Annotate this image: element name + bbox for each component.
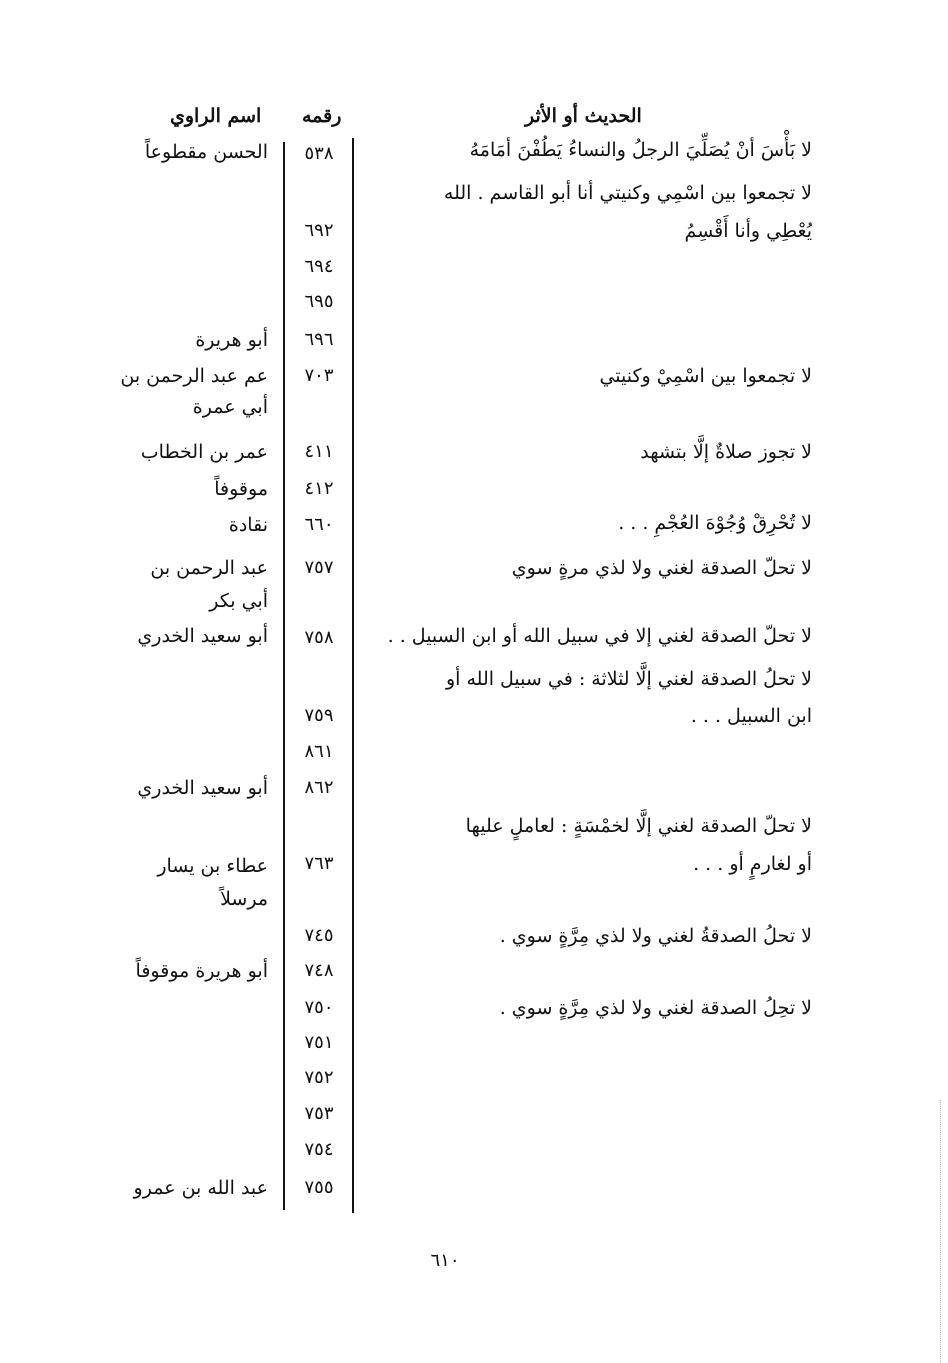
entry-number: ٧٥١	[304, 1032, 334, 1053]
narrator-name: عمر بن الخطاب	[140, 441, 268, 463]
hadith-text: لا بَأْسَ أنْ يُصَلِّيَ الرجلُ والنساءُ يَطُفْنَ أمَامَهُ	[469, 139, 812, 161]
entry-number: ٤١١	[304, 441, 334, 462]
entry-number: ٦٦٠	[304, 514, 334, 535]
entry-number: ٦٩٤	[304, 256, 334, 277]
entry-number: ٨٦١	[304, 741, 334, 762]
hadith-text: ابن السبيل . . .	[690, 705, 812, 727]
entry-number: ٧٥٤	[304, 1139, 334, 1160]
hadith-text: لا تحلّ الصدقة لغني إلَّا لخمْسَةٍ : لعاملٍ عليها	[465, 815, 812, 837]
narrator-name: أبي عمرة	[192, 396, 268, 418]
narrator-name: أبي بكر	[209, 590, 268, 612]
hadith-text: لا تحلُ الصدقة لغني إلَّا لثلاثة : في سبيل الله أو	[445, 668, 812, 690]
entry-number: ٧٥٩	[304, 705, 334, 726]
entry-number: ٧٥٨	[304, 627, 334, 648]
entry-number: ٧٤٨	[304, 960, 334, 981]
narrator-name: عبد الله بن عمرو	[133, 1177, 268, 1199]
narrator-name: عبد الرحمن بن	[150, 557, 268, 579]
header-hadith-column: الحديث أو الأثر	[525, 105, 642, 127]
hadith-text: لا تحلّ الصدقة لغني إلا في سبيل الله أو ابن السبيل . .	[387, 625, 812, 647]
column-divider-right	[283, 142, 285, 1210]
entry-number: ٦٩٥	[304, 291, 334, 312]
hadith-text: لا تجمعوا بين اسْمِي وكنيتي أنا أبو القاسم . الله	[443, 182, 812, 204]
entry-number: ٥٣٨	[304, 143, 334, 164]
entry-number: ٤١٢	[304, 478, 334, 499]
header-number-column: رقمه	[302, 105, 342, 127]
hadith-text: لا تجمعوا بين اسْمِيْ وكنيتي	[599, 365, 812, 387]
header-narrator-column: اسم الراوي	[170, 105, 262, 127]
entry-number: ٧٥٧	[304, 557, 334, 578]
entry-number: ٧٥٢	[304, 1067, 334, 1088]
entry-number: ٨٦٢	[304, 777, 334, 798]
narrator-name: مرسلاً	[220, 888, 268, 910]
narrator-name: أبو هريرة	[195, 329, 268, 351]
narrator-name: أبو سعيد الخدري	[137, 625, 268, 647]
entry-number: ٧٥٥	[304, 1177, 334, 1198]
entry-number: ٧٥٠	[304, 997, 334, 1018]
entry-number: ٦٩٦	[304, 329, 334, 350]
narrator-name: الحسن مقطوعاً	[144, 141, 268, 163]
narrator-name: موقوفاً	[214, 478, 268, 500]
narrator-name: أبو هريرة موقوفاً	[135, 960, 268, 982]
hadith-text: لا تجوز صلاةٌ إلَّا بتشهد	[640, 441, 812, 463]
page-number: ٦١٠	[430, 1250, 460, 1271]
entry-number: ٧٠٣	[304, 365, 334, 386]
hadith-text: لا تحلُ الصدقةُ لغني ولا لذي مِرَّةٍ سوي .	[499, 925, 812, 947]
entry-number: ٧٥٣	[304, 1103, 334, 1124]
narrator-name: نقادة	[228, 514, 268, 536]
narrator-name: عطاء بن يسار	[157, 855, 268, 877]
hadith-text: يُعْطِي وأنا أَقْسِمُ	[684, 220, 812, 242]
hadith-text: لا تُحْرِقْ وُجُوْهَ العُجْمِ . . .	[618, 512, 812, 534]
column-divider-left	[352, 138, 354, 1213]
hadith-text: لا تحِلُ الصدقة لغني ولا لذي مِرَّةٍ سوي .	[499, 997, 812, 1019]
narrator-name: عم عبد الرحمن بن	[120, 365, 268, 387]
hadith-text: أو لغارمٍ أو . . .	[693, 853, 812, 875]
entry-number: ٧٦٣	[304, 853, 334, 874]
narrator-name: أبو سعيد الخدري	[137, 777, 268, 799]
entry-number: ٧٤٥	[304, 925, 334, 946]
hadith-text: لا تحلّ الصدقة لغني ولا لذي مرةٍ سوي	[511, 557, 812, 579]
entry-number: ٦٩٢	[304, 220, 334, 241]
page-edge-mark	[940, 1100, 942, 1363]
